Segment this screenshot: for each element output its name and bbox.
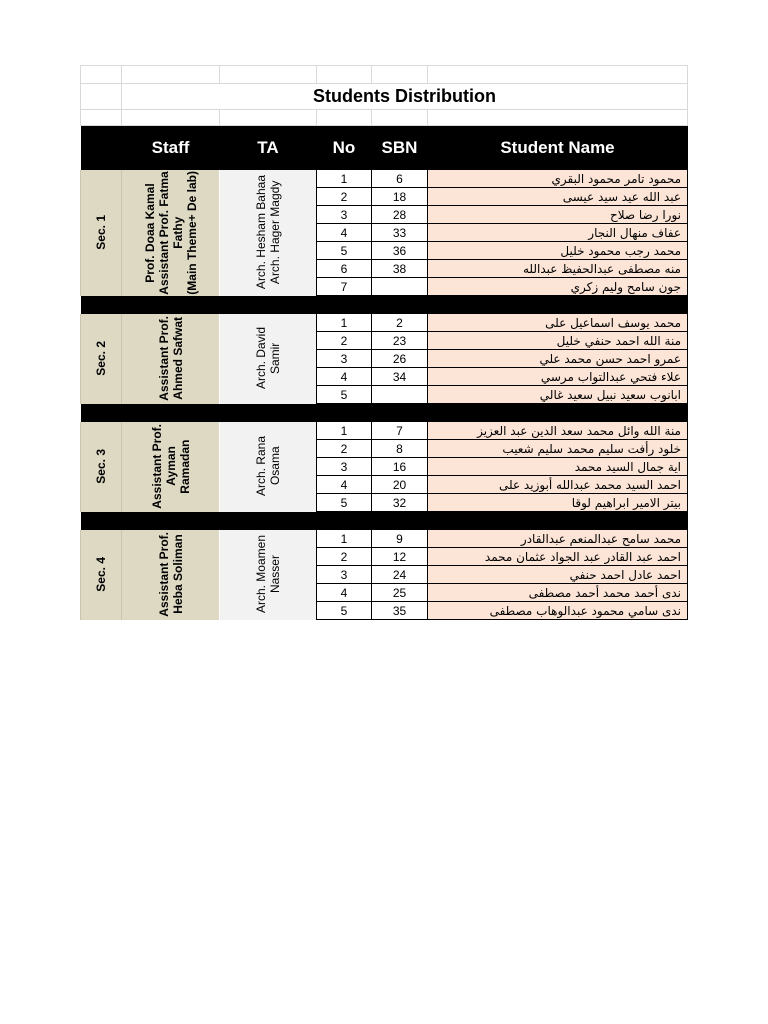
student-name: جون سامح وليم زكري bbox=[428, 278, 688, 296]
ta-text: Arch. Moamen Nasser bbox=[254, 535, 282, 614]
student-name: احمد عبد القادر عبد الجواد عثمان محمد bbox=[428, 548, 688, 566]
student-no: 4 bbox=[317, 368, 372, 386]
student-name: عمرو احمد حسن محمد علي bbox=[428, 350, 688, 368]
student-no: 2 bbox=[317, 332, 372, 350]
ta-cell bbox=[220, 422, 317, 512]
student-sbn: 9 bbox=[372, 530, 428, 548]
student-sbn: 26 bbox=[372, 350, 428, 368]
student-name: اية جمال السيد محمد bbox=[428, 458, 688, 476]
student-no: 2 bbox=[317, 548, 372, 566]
section-label bbox=[81, 422, 122, 512]
student-no: 1 bbox=[317, 422, 372, 440]
student-sbn: 36 bbox=[372, 242, 428, 260]
student-name: منة الله احمد حنفي خليل bbox=[428, 332, 688, 350]
ta-cell bbox=[220, 170, 317, 296]
header-sec bbox=[81, 126, 122, 170]
staff-text: Prof. Doaa Kamal Assistant Prof. Fatma Fathy (Main Theme+ De lab) bbox=[142, 170, 199, 295]
student-sbn: 20 bbox=[372, 476, 428, 494]
student-row bbox=[81, 422, 688, 440]
distribution-table bbox=[80, 65, 688, 620]
student-row bbox=[81, 314, 688, 332]
student-name: ندى أحمد محمد أحمد مصطفى bbox=[428, 584, 688, 602]
student-sbn: 34 bbox=[372, 368, 428, 386]
student-no: 3 bbox=[317, 566, 372, 584]
section-label-text: Sec. 1 bbox=[94, 215, 108, 250]
student-name: علاء فتحي عبدالتواب مرسي bbox=[428, 368, 688, 386]
student-sbn: 24 bbox=[372, 566, 428, 584]
header-student-name: Student Name bbox=[428, 126, 688, 170]
student-sbn: 8 bbox=[372, 440, 428, 458]
student-sbn: 12 bbox=[372, 548, 428, 566]
page-title: Students Distribution bbox=[122, 84, 688, 110]
student-name: محمد سامح عبدالمنعم عبدالقادر bbox=[428, 530, 688, 548]
student-sbn: 35 bbox=[372, 602, 428, 620]
ta-cell bbox=[220, 314, 317, 404]
ta-text: Arch. Hesham Bahaa Arch. Hager Magdy bbox=[254, 175, 282, 290]
student-sbn bbox=[372, 386, 428, 404]
header-ta: TA bbox=[220, 126, 317, 170]
student-name: ندى سامي محمود عبدالوهاب مصطفى bbox=[428, 602, 688, 620]
section-label bbox=[81, 170, 122, 296]
student-no: 7 bbox=[317, 278, 372, 296]
section-separator bbox=[81, 512, 688, 530]
student-no: 5 bbox=[317, 494, 372, 512]
student-sbn: 7 bbox=[372, 422, 428, 440]
student-sbn: 18 bbox=[372, 188, 428, 206]
staff-text: Assistant Prof. Ayman Ramadan bbox=[149, 424, 192, 509]
student-no: 3 bbox=[317, 206, 372, 224]
header-staff: Staff bbox=[122, 126, 220, 170]
student-name: منه مصطفى عبدالحفيظ عبدالله bbox=[428, 260, 688, 278]
student-no: 5 bbox=[317, 602, 372, 620]
student-name: بيتر الامير ابراهيم لوقا bbox=[428, 494, 688, 512]
student-no: 3 bbox=[317, 458, 372, 476]
student-no: 1 bbox=[317, 314, 372, 332]
blank-row bbox=[81, 66, 688, 84]
student-name: منة الله وائل محمد سعد الدين عبد العزيز bbox=[428, 422, 688, 440]
student-sbn: 32 bbox=[372, 494, 428, 512]
section-label bbox=[81, 314, 122, 404]
section-label-text: Sec. 4 bbox=[94, 557, 108, 592]
staff-cell bbox=[122, 530, 220, 620]
student-sbn: 25 bbox=[372, 584, 428, 602]
student-no: 2 bbox=[317, 188, 372, 206]
student-name: احمد السيد محمد عبدالله أبوزيد على bbox=[428, 476, 688, 494]
section-label bbox=[81, 530, 122, 620]
staff-cell bbox=[122, 170, 220, 296]
ta-text: Arch. David Samir bbox=[254, 327, 282, 390]
student-no: 3 bbox=[317, 350, 372, 368]
student-no: 4 bbox=[317, 476, 372, 494]
title-row bbox=[81, 84, 688, 110]
ta-cell bbox=[220, 530, 317, 620]
section-label-text: Sec. 3 bbox=[94, 449, 108, 484]
student-sbn: 23 bbox=[372, 332, 428, 350]
student-sbn: 28 bbox=[372, 206, 428, 224]
student-sbn: 2 bbox=[372, 314, 428, 332]
student-name: عفاف منهال النجار bbox=[428, 224, 688, 242]
student-name: ابانوب سعيد نبيل سعيد غالي bbox=[428, 386, 688, 404]
student-name: محمد يوسف اسماعيل على bbox=[428, 314, 688, 332]
student-name: محمد رجب محمود خليل bbox=[428, 242, 688, 260]
staff-cell bbox=[122, 422, 220, 512]
section-separator bbox=[81, 296, 688, 314]
student-no: 5 bbox=[317, 386, 372, 404]
student-sbn: 33 bbox=[372, 224, 428, 242]
section-separator bbox=[81, 404, 688, 422]
header-sbn: SBN bbox=[372, 126, 428, 170]
student-name: خلود رأفت سليم محمد سليم شعيب bbox=[428, 440, 688, 458]
student-sbn bbox=[372, 278, 428, 296]
staff-text: Assistant Prof. Ahmed Safwat bbox=[156, 316, 185, 401]
student-no: 4 bbox=[317, 224, 372, 242]
staff-cell bbox=[122, 314, 220, 404]
student-sbn: 16 bbox=[372, 458, 428, 476]
student-name: احمد عادل احمد حنفي bbox=[428, 566, 688, 584]
student-row bbox=[81, 170, 688, 188]
spacer-row bbox=[81, 110, 688, 126]
staff-text: Assistant Prof. Heba Soliman bbox=[156, 532, 185, 617]
student-no: 4 bbox=[317, 584, 372, 602]
student-sbn: 38 bbox=[372, 260, 428, 278]
header-row bbox=[81, 126, 688, 170]
student-name: عبد الله عيد سيد عيسى bbox=[428, 188, 688, 206]
student-row bbox=[81, 530, 688, 548]
section-label-text: Sec. 2 bbox=[94, 341, 108, 376]
ta-text: Arch. Rana Osama bbox=[254, 436, 282, 497]
student-no: 2 bbox=[317, 440, 372, 458]
student-name: نورا رضا صلاح bbox=[428, 206, 688, 224]
header-no: No bbox=[317, 126, 372, 170]
student-no: 5 bbox=[317, 242, 372, 260]
student-sbn: 6 bbox=[372, 170, 428, 188]
student-no: 1 bbox=[317, 170, 372, 188]
student-name: محمود تامر محمود البقري bbox=[428, 170, 688, 188]
student-no: 1 bbox=[317, 530, 372, 548]
student-no: 6 bbox=[317, 260, 372, 278]
